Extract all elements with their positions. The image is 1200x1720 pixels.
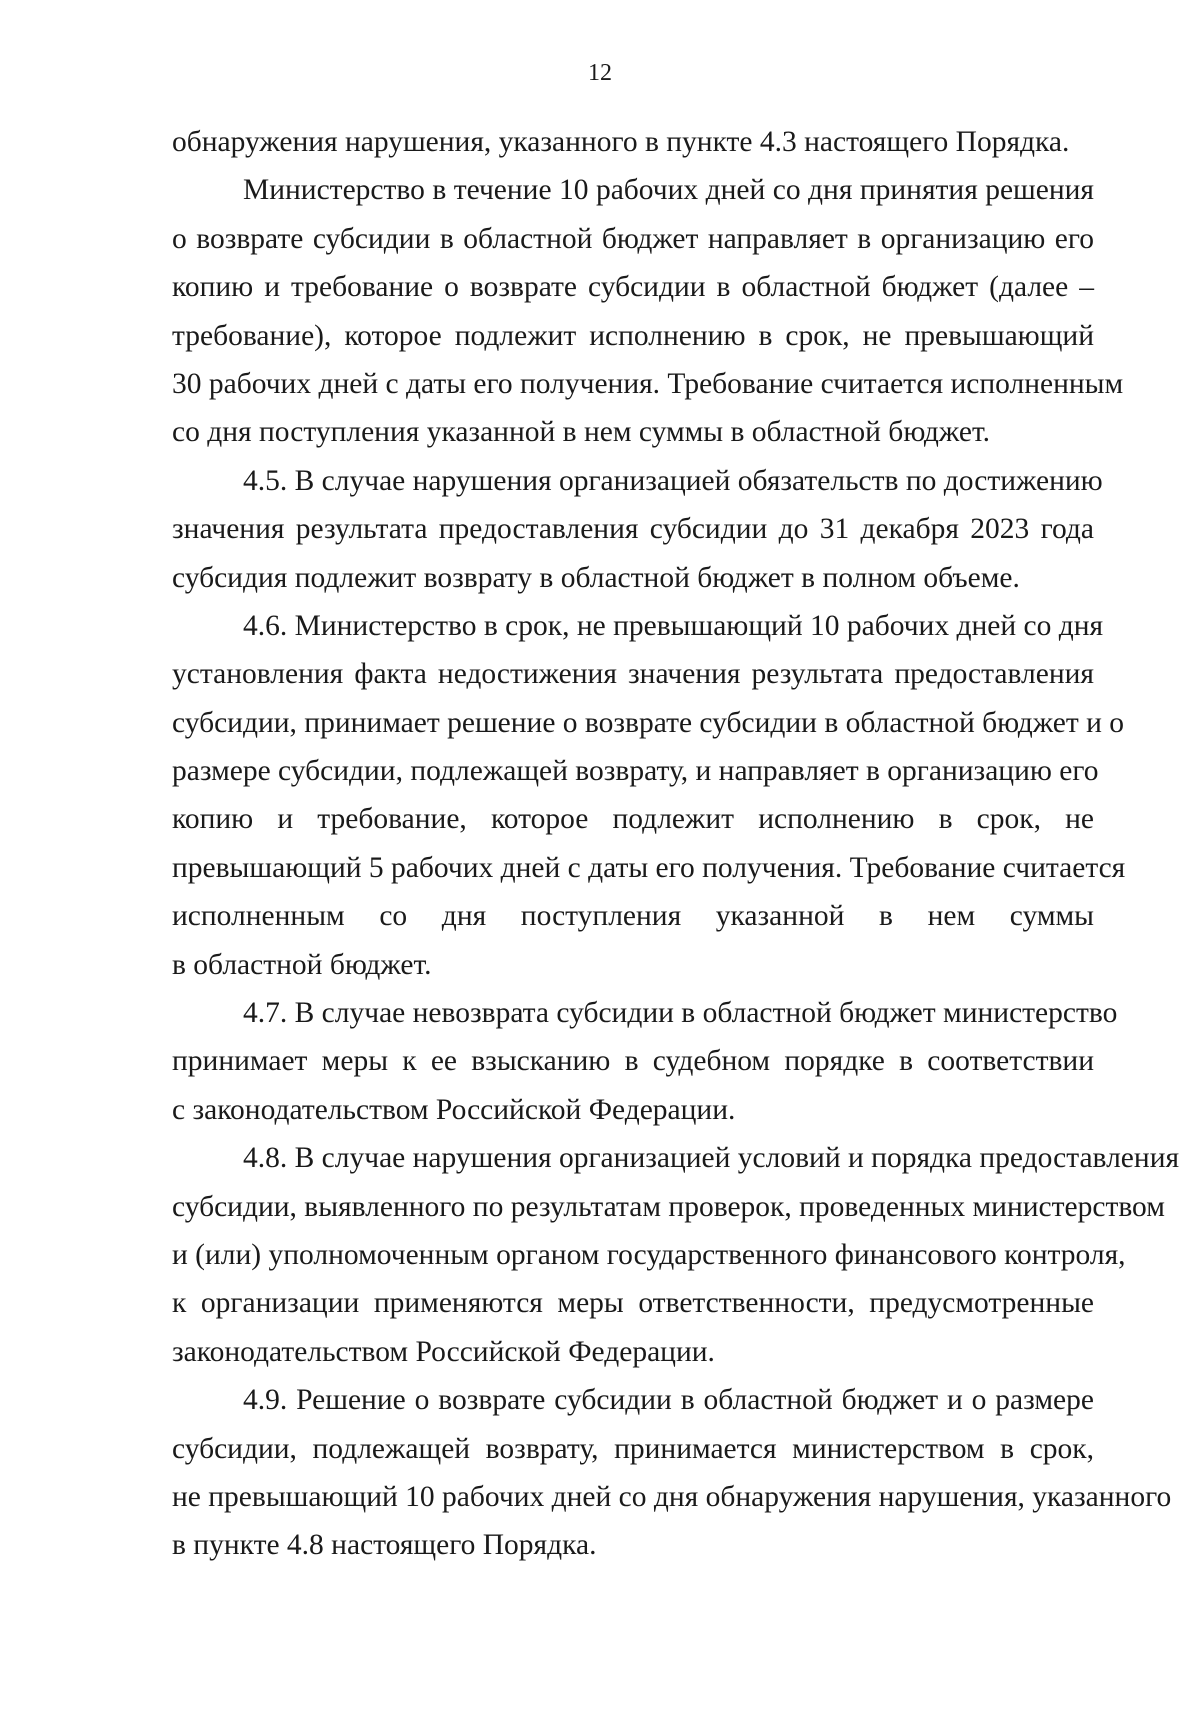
text-line: значения результата предоставления субсидии до 31 декабря 2023 года: [172, 513, 1094, 546]
text-line: обнаружения нарушения, указанного в пункте 4.3 настоящего Порядка.: [172, 126, 1070, 158]
text-line: субсидии, подлежащей возврату, принимается министерством в срок,: [172, 1432, 1094, 1465]
text-line: копию и требование, которое подлежит исполнению в срок, не: [172, 803, 1094, 836]
text-line: копию и требование о возврате субсидии в областной бюджет (далее –: [172, 271, 1094, 304]
text-line: 4.9. Решение о возврате субсидии в областной бюджет и о размере: [243, 1384, 1094, 1417]
text-line: 4.5. В случае нарушения организацией обязательств по достижению: [243, 464, 1103, 497]
text-line: 4.6. Министерство в срок, не превышающий 10 рабочих дней со дня: [243, 609, 1104, 642]
text-line: не превышающий 10 рабочих дней со дня обнаружения нарушения, указанного: [172, 1480, 1172, 1513]
text-line: 4.7. В случае невозврата субсидии в областной бюджет министерство: [243, 997, 1118, 1030]
text-line: субсидии, выявленного по результатам проверок, проведенных министерством: [172, 1190, 1165, 1223]
text-line: принимает меры к ее взысканию в судебном порядке в соответствии: [172, 1045, 1094, 1078]
text-line: установления факта недостижения значения результата предоставления: [172, 658, 1094, 691]
text-line: субсидии, принимает решение о возврате субсидии в областной бюджет и о: [172, 706, 1124, 739]
text-line: к организации применяются меры ответственности, предусмотренные: [172, 1287, 1094, 1320]
text-line: субсидия подлежит возврату в областной бюджет в полном объеме.: [172, 561, 1020, 594]
text-line: 4.8. В случае нарушения организацией условий и порядка предоставления: [243, 1142, 1180, 1175]
text-line: превышающий 5 рабочих дней с даты его получения. Требование считается: [172, 851, 1126, 884]
document-body: [172, 118, 1180, 1570]
text-line: со дня поступления указанной в нем суммы в областной бюджет.: [172, 416, 991, 449]
text-line: о возврате субсидии в областной бюджет направляет в организацию его: [172, 222, 1094, 255]
text-line: Министерство в течение 10 рабочих дней со дня принятия решения: [243, 174, 1094, 207]
text-line: в пункте 4.8 настоящего Порядка.: [172, 1529, 597, 1562]
text-line: и (или) уполномоченным органом государственного финансового контроля,: [172, 1238, 1126, 1271]
text-line: в областной бюджет.: [172, 948, 432, 981]
text-line: размере субсидии, подлежащей возврату, и направляет в организацию его: [172, 755, 1099, 788]
text-line: исполненным со дня поступления указанной в нем суммы: [172, 900, 1094, 933]
text-line: требование), которое подлежит исполнению в срок, не превышающий: [172, 319, 1094, 352]
text-line: с законодательством Российской Федерации.: [172, 1093, 736, 1126]
text-line: 30 рабочих дней с даты его получения. Требование считается исполненным: [172, 367, 1124, 400]
page-number: 12: [588, 60, 612, 86]
text-line: законодательством Российской Федерации.: [172, 1335, 715, 1368]
